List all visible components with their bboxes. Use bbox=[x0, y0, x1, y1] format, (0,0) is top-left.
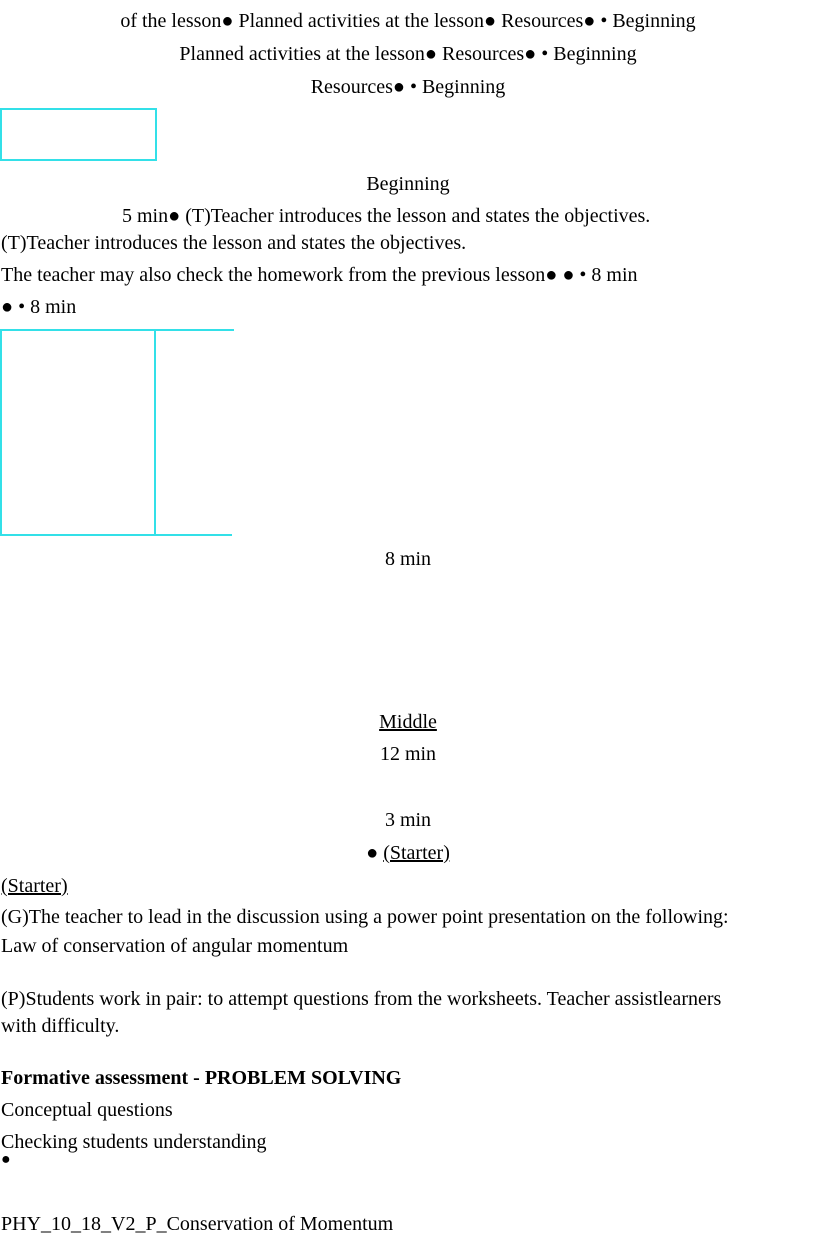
beginning-line-4: ● • 8 min bbox=[1, 296, 77, 318]
starter-bullet-line bbox=[0, 843, 816, 863]
middle-time-2: 3 min bbox=[384, 809, 432, 831]
table-cell-empty bbox=[0, 108, 157, 161]
table-border-left bbox=[0, 329, 2, 536]
middle-title: Middle bbox=[379, 711, 437, 733]
assessment-item-1: Conceptual questions bbox=[1, 1099, 173, 1121]
bullet-icon: ● bbox=[366, 842, 379, 864]
header-line-3: Resources● • Beginning bbox=[310, 76, 506, 98]
header-line-2: Planned activities at the lesson● Resources● • Beginning bbox=[179, 43, 637, 65]
formative-assessment-heading: Formative assessment - PROBLEM SOLVING bbox=[1, 1067, 402, 1089]
table-border-bottom bbox=[0, 534, 232, 536]
assessment-item-2: Checking students understanding bbox=[1, 1131, 267, 1153]
group-activity-line-2: Law of conservation of angular momentum bbox=[1, 935, 349, 957]
group-activity-line-1: (G)The teacher to lead in the discussion using a power point presentation on the following: bbox=[1, 906, 729, 928]
beginning-time: 8 min bbox=[384, 548, 432, 570]
pair-activity-line-1: (P)Students work in pair: to attempt questions from the worksheets. Teacher assistlearners bbox=[1, 988, 722, 1010]
pair-activity-line-2: with difficulty. bbox=[1, 1015, 120, 1037]
footer-doc-code: PHY_10_18_V2_P_Conservation of Momentum bbox=[1, 1213, 394, 1235]
beginning-line-2: (T)Teacher introduces the lesson and states the objectives. bbox=[1, 232, 467, 254]
middle-time-1: 12 min bbox=[379, 743, 437, 765]
beginning-line-1: 5 min● (T)Teacher introduces the lesson and states the objectives. bbox=[122, 205, 651, 227]
starter-label: (Starter) bbox=[1, 875, 68, 897]
table-border-top bbox=[0, 329, 234, 331]
header-line-1: of the lesson● Planned activities at the lesson● Resources● • Beginning bbox=[120, 10, 696, 32]
starter-link-text: (Starter) bbox=[383, 842, 450, 864]
trailing-bullet-icon: ● bbox=[1, 1151, 11, 1168]
beginning-title: Beginning bbox=[366, 173, 450, 195]
beginning-line-3: The teacher may also check the homework from the previous lesson● ● • 8 min bbox=[1, 264, 638, 286]
table-border-divider bbox=[154, 329, 156, 536]
